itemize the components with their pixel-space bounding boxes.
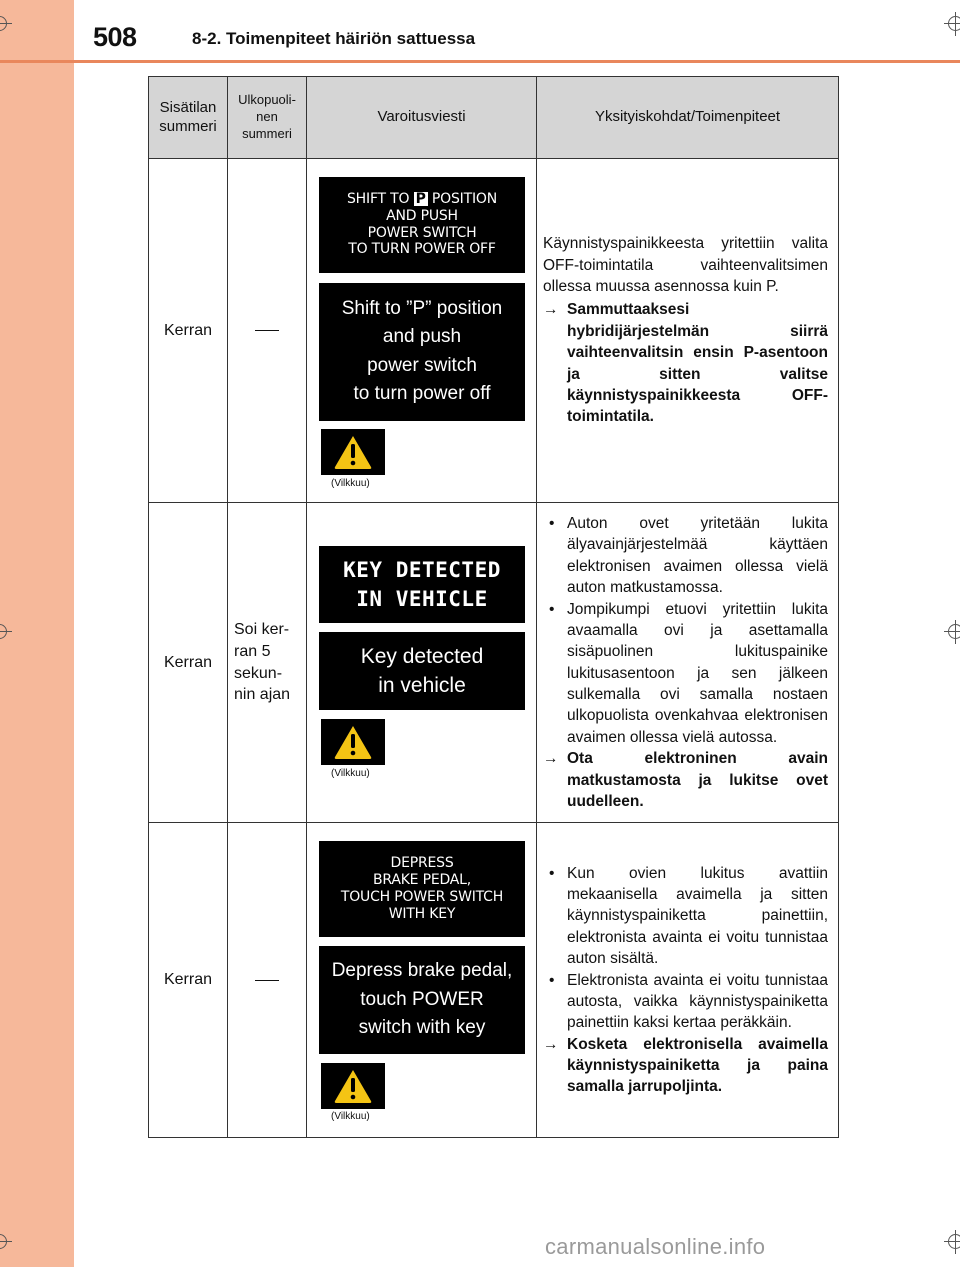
header-exterior-line-3: summeri	[242, 125, 292, 141]
warning-message-cell	[307, 823, 537, 1138]
header-rule	[0, 60, 960, 63]
display-line: DEPRESS	[390, 855, 454, 872]
exterior-line: sekun-	[234, 664, 283, 682]
warning-triangle-icon	[321, 719, 385, 765]
action-instruction	[543, 748, 828, 812]
registration-mark-icon	[0, 1230, 12, 1254]
interior-buzzer-cell: Kerran	[149, 503, 228, 823]
action-instruction	[543, 1034, 828, 1098]
header-exterior-line-2: nen	[256, 109, 278, 125]
registration-mark-icon	[0, 620, 12, 644]
action-instruction	[543, 299, 828, 427]
warning-triangle-svg	[333, 724, 373, 760]
details-bullet: • Auton ovet yritetään lukita älyavainjärjestelmää käyttäen elektronisen avaimen ollessa vielä auton matkustamossa.	[543, 513, 828, 599]
details-cell	[537, 823, 839, 1138]
action-text: Sammuttaaksesi hybridijärjestelmän siirrä vaihteenvalitsin ensin P-asentoon ja sitten valitse käynnistyspainikkeesta OFF-toimintatila.	[567, 301, 828, 426]
dash	[255, 330, 279, 331]
display-message-text	[319, 632, 525, 710]
details-bullet: • Kun ovien lukitus avattiin mekaanisella avaimella ja sitten käynnistyspainiketta painettiin, elektronista avainta ei voitu tunnistaa auton sisältä.	[543, 863, 828, 970]
display-line: to turn power off	[353, 383, 491, 404]
exterior-line: Soi ker-	[234, 621, 290, 639]
warning-triangle-svg	[333, 434, 373, 470]
warning-message-cell	[307, 159, 537, 503]
details-bullet: • Jompikumpi etuovi yritettiin lukita avaamalla ovi ja asettamalla sisäpuolinen lukituspainike lukitusasentoon ja sen jälkeen sulkemalla ovi samalla nostaen ulkopuolista ovenkahvaa elektronisen avaimen ollessa vielä autossa.	[543, 599, 828, 749]
action-text: Kosketa elektronisella avaimella käynnistyspainiketta ja paina samalla jarrupoljinta.	[567, 1035, 828, 1096]
display-line: TOUCH POWER SWITCH	[340, 888, 504, 905]
exterior-line: nin ajan	[234, 686, 291, 704]
table-row	[149, 159, 839, 503]
display-line: KEY DETECTED	[343, 558, 501, 583]
details-bullet: • Elektronista avainta ei voitu tunnistaa autosta, vaikka käynnistyspainiketta painettiin kaksi kertaa peräkkäin.	[543, 970, 828, 1034]
header-exterior-line-1: Ulkopuoli-	[238, 92, 296, 108]
arrow-icon: →	[543, 301, 559, 319]
watermark: carmanualsonline.info	[545, 1234, 766, 1259]
display-line: Shift to ”P” position	[341, 297, 503, 319]
display-line: Depress brake pedal,	[331, 960, 513, 981]
display-line: AND PUSH	[386, 207, 458, 224]
registration-mark-icon	[944, 620, 960, 644]
display-line: touch POWER	[360, 988, 484, 1010]
interior-buzzer-cell: Kerran	[149, 159, 228, 503]
exterior-buzzer-cell	[228, 159, 307, 503]
dash	[255, 980, 279, 981]
display-line: WITH KEY	[388, 905, 456, 922]
arrow-icon: →	[543, 750, 559, 768]
header-interior-buzzer-label: Sisätilan summeri	[159, 98, 217, 135]
details-cell	[537, 159, 839, 503]
display-line: Key detected	[360, 644, 484, 668]
display-line: TO TURN POWER OFF	[348, 241, 496, 258]
blink-label: (Vilkkuu)	[331, 1110, 370, 1122]
section-title: 8-2. Toimenpiteet häiriön sattuessa	[192, 29, 476, 48]
table-header-row	[149, 77, 839, 159]
arrow-icon: →	[543, 1035, 559, 1053]
blink-label: (Vilkkuu)	[331, 768, 370, 780]
registration-mark-icon	[944, 1230, 960, 1254]
display-line: power switch	[367, 354, 477, 376]
display-line: POWER SWITCH	[367, 224, 477, 241]
interior-buzzer-cell: Kerran	[149, 823, 228, 1138]
display-message-uppercase	[319, 546, 525, 623]
warning-message-table	[148, 76, 839, 1138]
warning-triangle-svg	[333, 1068, 373, 1104]
details-cell	[537, 503, 839, 823]
exterior-buzzer-cell	[228, 503, 307, 823]
header-details: Yksityiskohdat/Toimenpiteet	[537, 77, 839, 159]
table-row	[149, 503, 839, 823]
display-message-uppercase	[319, 177, 525, 273]
display-message-uppercase	[319, 841, 525, 937]
display-line: switch with key	[358, 1017, 486, 1038]
warning-message-cell	[307, 503, 537, 823]
warning-triangle-icon	[321, 1063, 385, 1109]
registration-mark-icon	[0, 12, 12, 36]
display-message-text	[319, 283, 525, 421]
exterior-buzzer-cell	[228, 823, 307, 1138]
display-line: IN VEHICLE	[356, 586, 488, 611]
display-line: in vehicle	[378, 674, 466, 698]
p-position-symbol: P	[415, 190, 426, 207]
registration-mark-icon	[944, 12, 960, 36]
table-row	[149, 823, 839, 1138]
exterior-line: ran 5	[234, 643, 271, 661]
details-paragraph: Käynnistyspainikkeesta yritettiin valita OFF-toimintatila vaihteenvalitsimen ollessa muussa asennossa kuin P.	[543, 235, 828, 296]
header-exterior-buzzer	[228, 77, 307, 159]
action-text: Ota elektroninen avain matkustamosta ja lukitse ovet uudelleen.	[567, 750, 828, 810]
display-line: BRAKE PEDAL,	[372, 871, 472, 888]
warning-triangle-icon	[321, 429, 385, 475]
display-line: and push	[382, 326, 462, 347]
display-line-part: POSITION	[431, 190, 497, 207]
header-interior-buzzer	[149, 77, 228, 159]
header-warning-message: Varoitusviesti	[307, 77, 537, 159]
display-message-text	[319, 946, 525, 1054]
display-line-part: SHIFT TO	[347, 190, 410, 207]
blink-label: (Vilkkuu)	[331, 477, 370, 489]
display-line	[319, 191, 525, 208]
page-number: 508	[93, 22, 137, 52]
